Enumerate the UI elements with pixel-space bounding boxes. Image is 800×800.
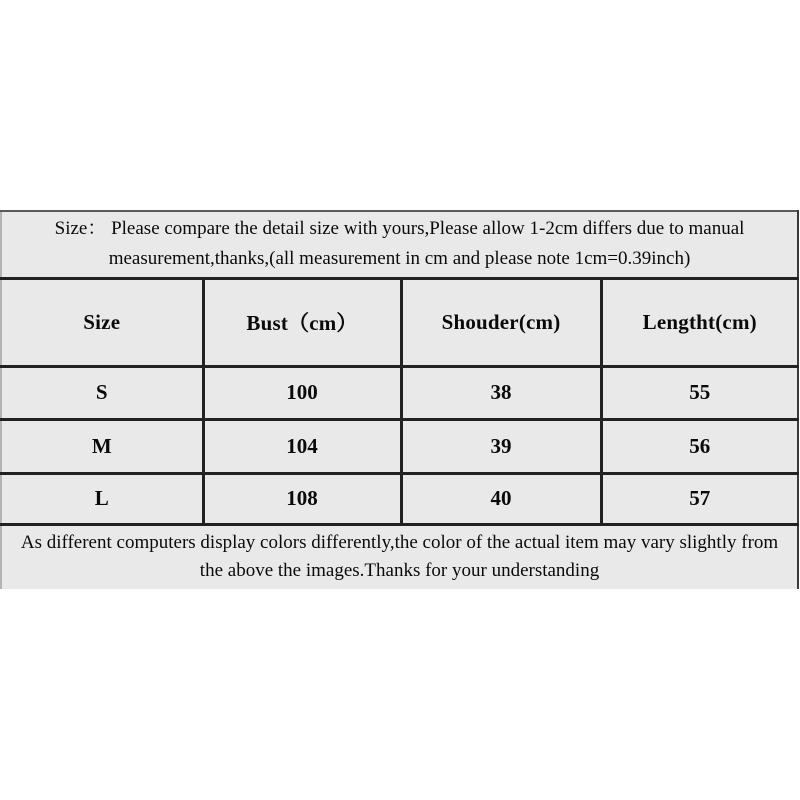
top-note-row bbox=[1, 211, 798, 278]
column-header-shoulder: Shouder(cm) bbox=[401, 278, 601, 366]
cell-l-shoulder: 40 bbox=[401, 473, 601, 524]
size-note-line-2: measurement,thanks,(all measurement in cm and please note 1cm=0.39inch) bbox=[108, 248, 691, 270]
cell-l-bust: 108 bbox=[203, 473, 401, 524]
cell-l-length: 57 bbox=[601, 473, 798, 524]
column-header-length: Lengtht(cm) bbox=[601, 278, 798, 366]
size-note-line-1: Size： Please compare the detail size with yours,Please allow 1-2cm differs due to manual bbox=[54, 218, 745, 240]
column-header-bust: Bust（cm） bbox=[203, 278, 401, 366]
color-disclaimer-line-2: the above the images.Thanks for your understanding bbox=[199, 560, 600, 582]
column-header-size: Size bbox=[1, 278, 203, 366]
size-chart-table bbox=[0, 210, 799, 589]
size-row-s bbox=[1, 366, 798, 419]
cell-s-size: S bbox=[1, 366, 203, 419]
size-row-l bbox=[1, 473, 798, 524]
cell-m-length: 56 bbox=[601, 419, 798, 473]
size-row-m bbox=[1, 419, 798, 473]
cell-m-bust: 104 bbox=[203, 419, 401, 473]
cell-m-shoulder: 39 bbox=[401, 419, 601, 473]
header-row bbox=[1, 278, 798, 366]
color-disclaimer-cell bbox=[1, 524, 798, 589]
cell-s-bust: 100 bbox=[203, 366, 401, 419]
cell-l-size: L bbox=[1, 473, 203, 524]
size-note-cell bbox=[1, 211, 798, 278]
cell-s-length: 55 bbox=[601, 366, 798, 419]
bottom-note-row bbox=[1, 524, 798, 589]
color-disclaimer-line-1: As different computers display colors differently,the color of the actual item may vary slightly from bbox=[20, 532, 779, 554]
cell-m-size: M bbox=[1, 419, 203, 473]
cell-s-shoulder: 38 bbox=[401, 366, 601, 419]
